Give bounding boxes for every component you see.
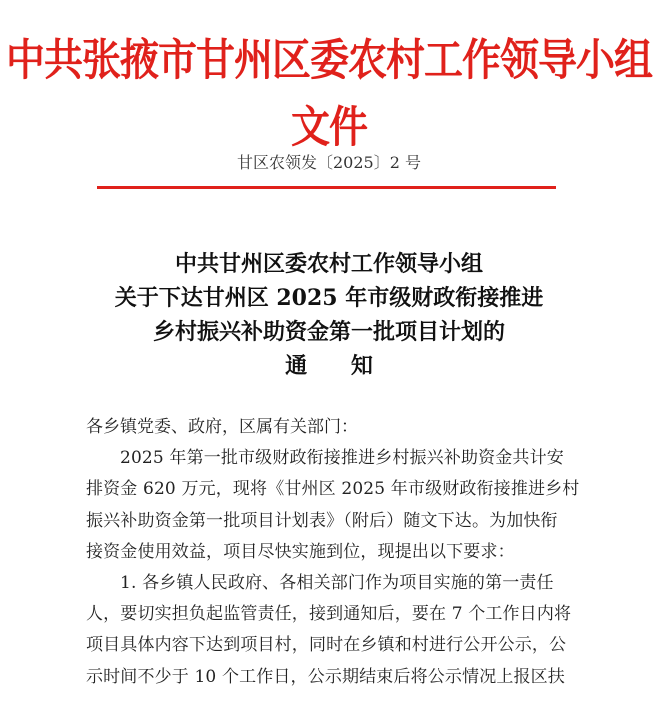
header-red-rule (97, 186, 556, 189)
title-line-4: 通 知 (285, 353, 391, 379)
paragraph-2-line: 示时间不少于 10 个工作日，公示期结束后将公示情况上报区扶 (86, 666, 565, 687)
title-line-3: 乡村振兴补助资金第一批项目计划的 (152, 319, 505, 345)
title-line-1: 中共甘州区委农村工作领导小组 (174, 251, 483, 277)
document-number: 甘区农领发〔2025〕2 号 (237, 153, 421, 172)
document-body (86, 412, 586, 693)
paragraph-2-line: 1. 各乡镇人民政府、各相关部门作为项目实施的第一责任 (120, 573, 554, 594)
paragraph-2-line: 人，要切实担负起监管责任，接到通知后，要在 7 个工作日内将 (86, 604, 572, 625)
document-header-title: 中共张掖市甘州区委农村工作领导小组文件 (5, 34, 652, 154)
paragraph-1-line: 接资金使用效益，项目尽快实施到位，现提出以下要求： (86, 541, 515, 562)
salutation: 各乡镇党委、政府，区属有关部门： (86, 417, 358, 437)
paragraph-1-line: 排资金 620 万元，现将《甘州区 2025 年市级财政衔接推进乡村 (86, 479, 580, 500)
paragraph-1-line: 振兴补助资金第一批项目计划表》（附后）随文下达。为加快衔 (86, 510, 558, 531)
paragraph-1-line: 2025 年第一批市级财政衔接推进乡村振兴补助资金共计安 (120, 448, 564, 469)
paragraph-2-line: 项目具体内容下达到项目村，同时在乡镇和村进行公开公示，公 (86, 635, 567, 656)
notice-title (0, 247, 658, 383)
title-line-2: 关于下达甘州区 2025 年市级财政衔接推进 (114, 285, 544, 311)
